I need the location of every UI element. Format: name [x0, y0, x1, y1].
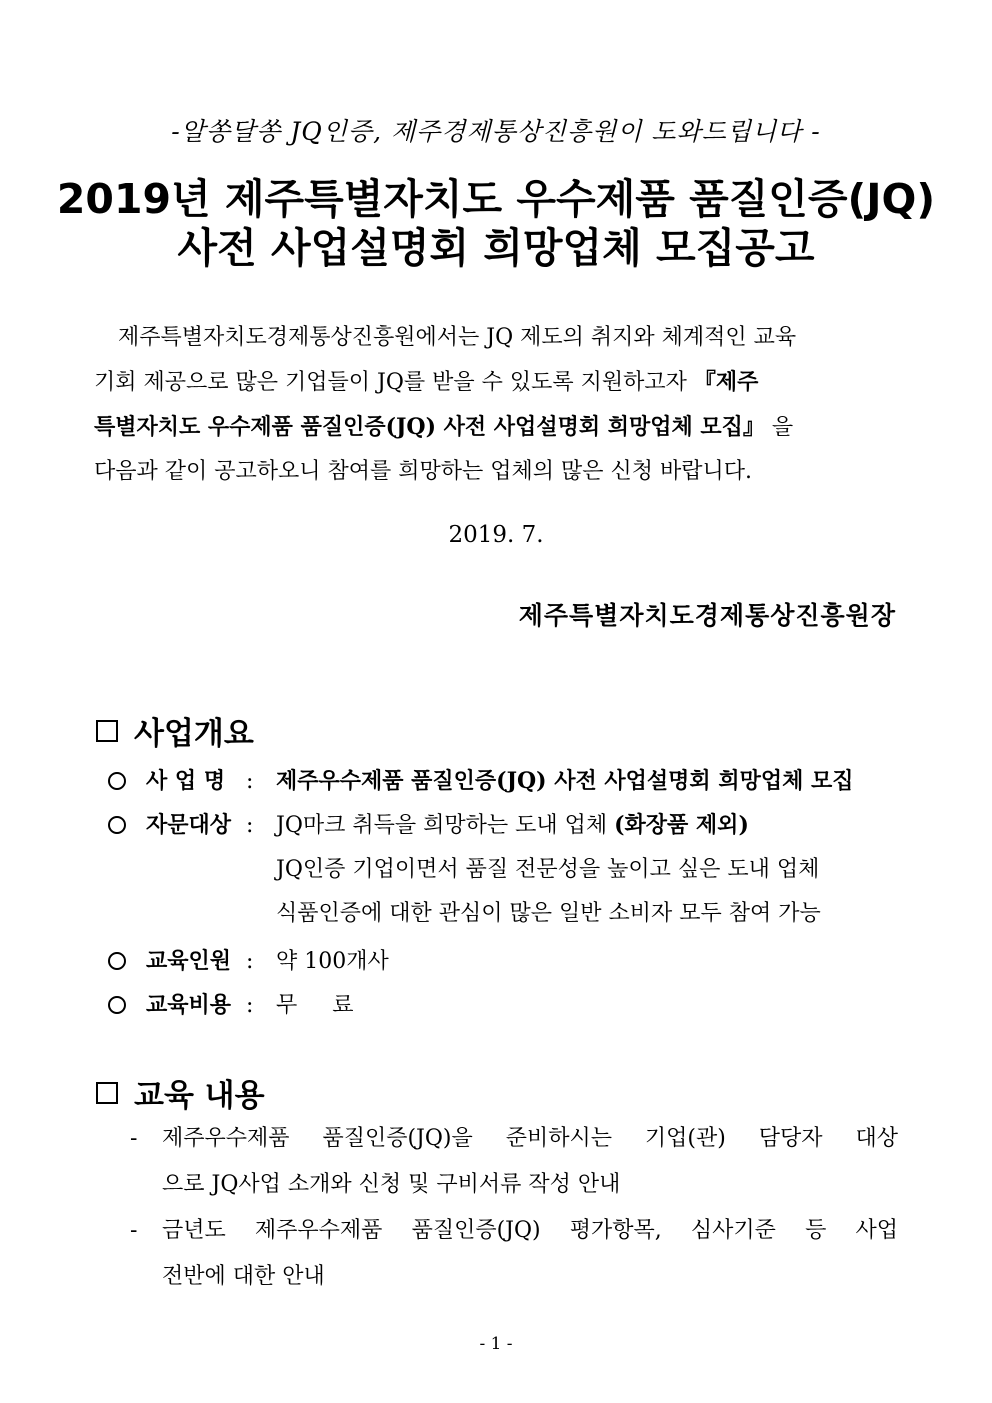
page-number: - 1 -: [479, 1334, 513, 1354]
overview-row-attendees: [108, 944, 389, 975]
content-item-line1: 제주우수제품 품질인증(JQ)을 준비하시는 기업(관) 담당자 대상: [162, 1126, 898, 1151]
row-label: 교육인원: [146, 948, 232, 974]
section-content-title: 교육 내용: [134, 1078, 265, 1114]
overview-row-cost: [108, 988, 353, 1019]
section-content-heading: [96, 1070, 265, 1115]
row-colon: :: [246, 993, 254, 1018]
intro-line2: [94, 360, 894, 405]
intro-line4: 다음과 같이 공고하오니 참여를 희망하는 업체의 많은 신청 바랍니다.: [94, 459, 752, 484]
row-colon: :: [246, 769, 254, 794]
row-value-text: JQ마크 취득을 희망하는 도내 업체: [276, 813, 615, 838]
row-colon: :: [246, 949, 254, 974]
row-value: 무 료: [276, 993, 354, 1018]
circle-bullet-icon: [108, 772, 126, 790]
intro-line1: 제주특별자치도경제통상진흥원에서는 JQ 제도의 취지와 체계적인 교육: [118, 325, 797, 350]
tagline: -알쏭달쏭 JQ인증, 제주경제통상진흥원이 도와드립니다 -: [171, 117, 821, 146]
checkbox-square-icon: [96, 1082, 118, 1104]
content-item-line1: 금년도 제주우수제품 품질인증(JQ) 평가항목, 심사기준 등 사업: [162, 1218, 898, 1243]
dash-bullet: -: [130, 1218, 138, 1243]
overview-row-project-name: [108, 764, 854, 795]
content-item: [130, 1208, 898, 1300]
section-overview-heading: [96, 708, 254, 753]
content-item-line2: 전반에 대한 안내: [162, 1264, 325, 1289]
page-title-line2: 사전 사업설명회 희망업체 모집공고: [177, 224, 815, 272]
row-label: 교육비용: [146, 992, 232, 1018]
circle-bullet-icon: [108, 996, 126, 1014]
row-value: [276, 764, 854, 795]
intro-line2-bold: 『제주: [693, 369, 759, 395]
dash-bullet: -: [130, 1126, 138, 1151]
row-colon: :: [246, 813, 254, 838]
page-title-line1: 2019년 제주특별자치도 우수제품 품질인증(JQ): [56, 175, 936, 223]
section-overview-title: 사업개요: [134, 716, 254, 752]
row-value: [276, 808, 749, 839]
checkbox-square-icon: [96, 720, 118, 742]
circle-bullet-icon: [108, 816, 126, 834]
announcement-date: 2019. 7.: [448, 522, 544, 548]
intro-paragraph: [94, 316, 894, 494]
intro-line3-bold: 특별자치도 우수제품 품질인증(JQ) 사전 사업설명회 희망업체 모집』: [94, 414, 765, 440]
row-label: 사 업 명: [146, 768, 226, 794]
target-continuation-line1: JQ인증 기업이면서 품질 전문성을 높이고 싶은 도내 업체: [276, 857, 820, 882]
circle-bullet-icon: [108, 952, 126, 970]
row-label: 자문대상: [146, 812, 232, 838]
intro-line3: [94, 405, 894, 450]
row-value: 약 100개사: [276, 949, 389, 974]
target-continuation-line2: 식품인증에 대한 관심이 많은 일반 소비자 모두 참여 가능: [276, 901, 821, 926]
content-item-line2: 으로 JQ사업 소개와 신청 및 구비서류 작성 안내: [162, 1172, 621, 1197]
intro-line3-text: 을: [771, 415, 794, 440]
organization-signature: 제주특별자치도경제통상진흥원장: [518, 601, 896, 630]
overview-row-target: [108, 808, 749, 839]
row-value-bold: 제주우수제품 품질인증(JQ) 사전 사업설명회 희망업체 모집: [276, 768, 854, 794]
content-item: [130, 1116, 898, 1208]
intro-line2-text: 기회 제공으로 많은 기업들이 JQ를 받을 수 있도록 지원하고자: [94, 370, 694, 395]
row-value-bold: (화장품 제외): [614, 812, 749, 838]
